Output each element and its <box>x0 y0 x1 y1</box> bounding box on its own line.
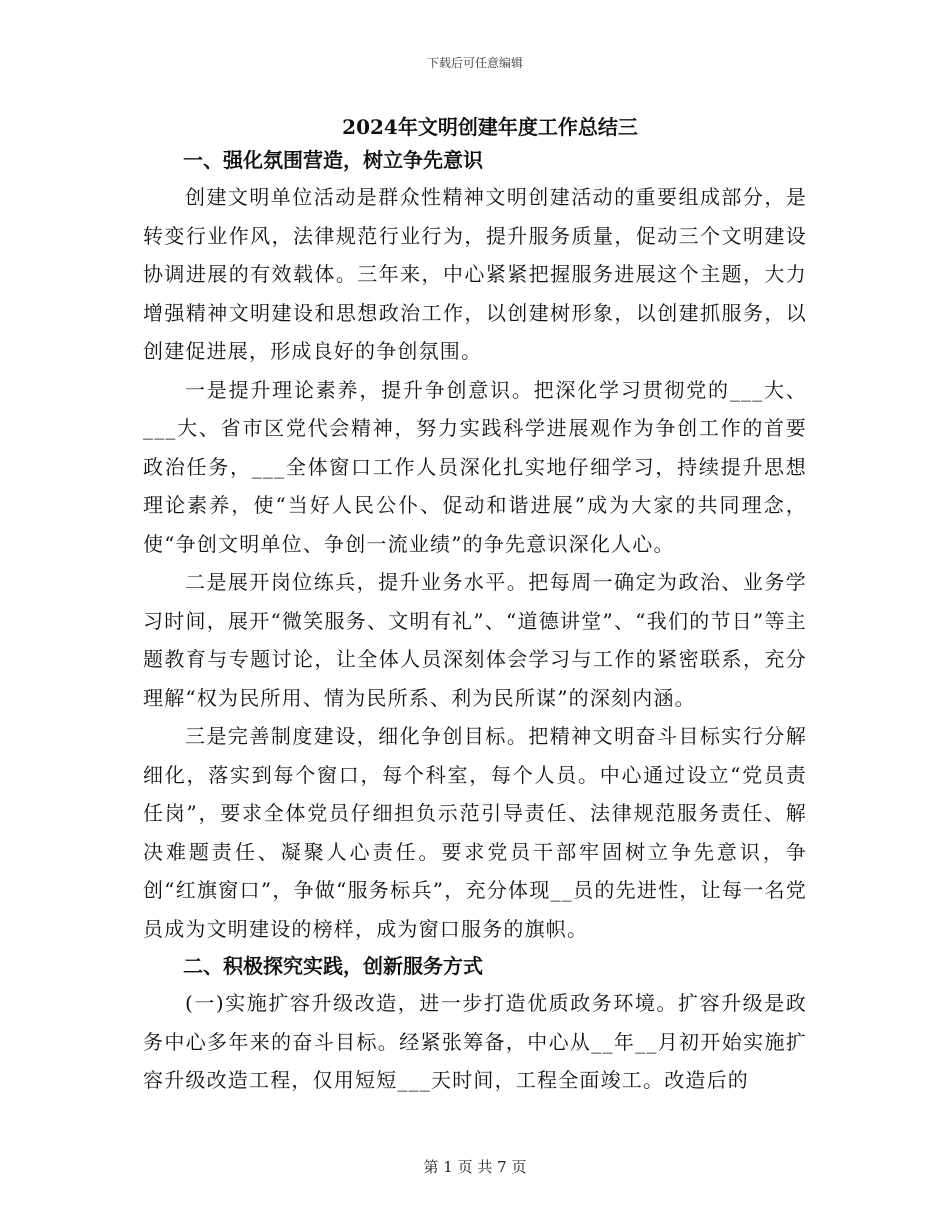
paragraph: 创建文明单位活动是群众性精神文明创建活动的重要组成部分，是转变行业作风，法律规范行业行为，提升服务质量，促动三个文明建设协调进展的有效载体。三年来，中心紧紧把握服务进展这个主题，大力增强精神文明建设和思想政治工作，以创建树形象，以创建抓服务，以创建促进展，形成良好的争创氛围。 <box>143 185 807 363</box>
document-body <box>143 112 807 1100</box>
paragraph: 三是完善制度建设，细化争创目标。把精神文明奋斗目标实行分解细化，落实到每个窗口，每个科室，每个人员。中心通过设立“党员责任岗”，要求全体党员仔细担负示范引导责任、法律规范服务责任、解决难题责任、凝聚人心责任。要求党员干部牢固树立争先意识，争创“红旗窗口”，争做“服务标兵”，充分体现__员的先进性，让每一名党员成为文明建设的榜样，成为窗口服务的旗帜。 <box>143 724 807 941</box>
paragraph: (一)实施扩容升级改造，进一步打造优质政务环境。扩容升级是政务中心多年来的奋斗目标。经紧张筹备，中心从__年__月初开始实施扩容升级改造工程，仅用短短___天时间，工程全面竣工。改造后的 <box>143 991 807 1092</box>
page-number: 第 1 页 共 7 页 <box>423 1158 527 1176</box>
paragraph: 二是展开岗位练兵，提升业务水平。把每周一确定为政治、业务学习时间，展开“微笑服务、文明有礼”、“道德讲堂”、“我们的节日”等主题教育与专题讨论，让全体人员深刻体会学习与工作的紧密联系，充分理解“权为民所用、情为民所系、利为民所谋”的深刻内涵。 <box>143 570 807 710</box>
document-title: 2024年文明创建年度工作总结三 <box>342 115 638 139</box>
section-heading-2: 二、积极探究实践，创新服务方式 <box>183 954 483 978</box>
section-heading-1: 一、强化氛围营造，树立争先意识 <box>183 148 483 172</box>
page-header-note: 下载后可任意编辑 <box>426 56 523 70</box>
paragraph: 一是提升理论素养，提升争创意识。把深化学习贯彻党的___大、___大、省市区党代会精神，努力实践科学进展观作为争创工作的首要政治任务，___全体窗口工作人员深化扎实地仔细学习，持续提升思想理论素养，使“当好人民公仆、促动和谐进展”成为大家的共同理念，使“争创文明单位、争创一流业绩”的争先意识深化人心。 <box>143 377 807 556</box>
